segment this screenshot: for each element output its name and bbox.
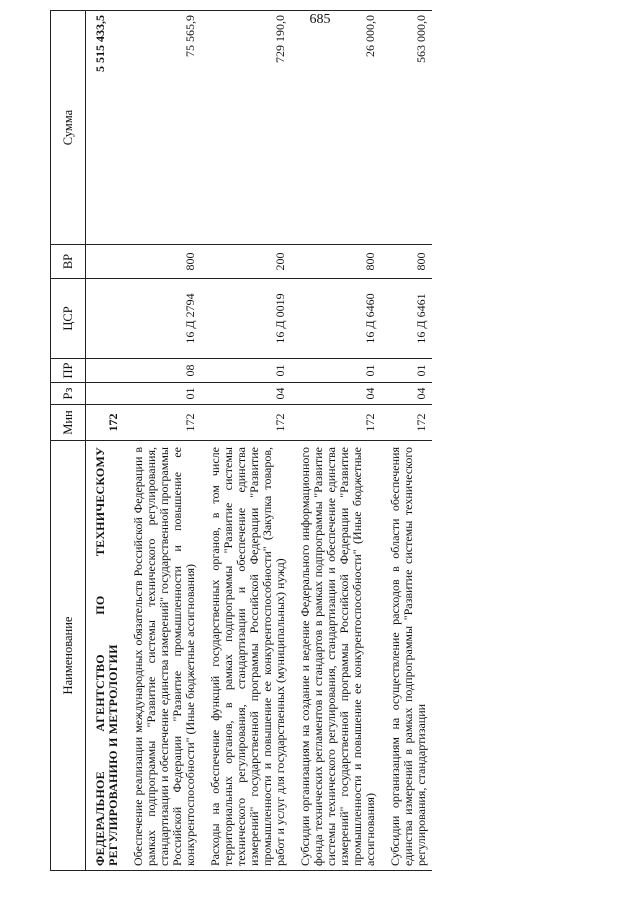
row-rz: 04	[381, 383, 432, 405]
row-csr: 16 Д 6461	[381, 279, 432, 359]
row-rz: 04	[291, 383, 381, 405]
header-rz: Рз	[51, 383, 86, 405]
row-csr: 16 Д 2794	[124, 279, 201, 359]
row-vr: 200	[201, 245, 291, 279]
row-name: ФЕДЕРАЛЬНОЕ АГЕНТСТВО ПО ТЕХНИЧЕСКОМУ РЕГУЛИРОВАНИЮ И МЕТРОЛОГИИ	[86, 441, 125, 871]
header-name: Наименование	[51, 441, 86, 871]
row-csr: 16 Д 6460	[291, 279, 381, 359]
page-number: 685	[309, 12, 331, 27]
row-pr	[86, 359, 125, 383]
row-sum: 729 190,0	[201, 11, 291, 245]
header-csr: ЦСР	[51, 279, 86, 359]
row-name: Субсидии организациям на создание и ведение Федерального информационного фонда технических регламентов и стандартов в рамках подпрограммы "Развитие системы технического регулирования, стандартизации и обеспечение единства измерений" государственной программы Российской Федерации "Развитие промышленности и повышение ее конкурентоспособности" (Иные бюджетные ассигнования)	[291, 441, 381, 871]
row-min: 172	[124, 405, 201, 441]
row-vr: 800	[381, 245, 432, 279]
row-csr: 16 Д 0019	[201, 279, 291, 359]
row-min: 172	[86, 405, 125, 441]
row-min: 172	[291, 405, 381, 441]
row-name: Обеспечение реализации международных обязательств Российской Федерации в рамках подпрограммы "Развитие системы технического регулирования, стандартизации и обеспечение единства измерений" государственной программы Российской Федерации "Развитие промышленности и повышение ее конкурентоспособности" (Иные бюджетные ассигнования)	[124, 441, 201, 871]
budget-table	[50, 10, 432, 871]
row-pr: 01	[381, 359, 432, 383]
row-vr	[86, 245, 125, 279]
table-row-agency	[86, 11, 125, 871]
row-pr: 01	[201, 359, 291, 383]
row-sum: 5 515 433,5	[86, 11, 125, 245]
row-rz: 04	[201, 383, 291, 405]
row-rz	[86, 383, 125, 405]
row-name: Субсидии организациям на осуществление расходов в области обеспечения единства измерений в рамках подпрограммы "Развитие системы технического регулирования, стандартизации	[381, 441, 432, 871]
table-row	[381, 11, 432, 871]
budget-table-sheet	[50, 11, 590, 871]
header-row	[51, 11, 86, 871]
row-pr: 08	[124, 359, 201, 383]
table-header	[51, 11, 86, 871]
header-pr: ПР	[51, 359, 86, 383]
row-csr	[86, 279, 125, 359]
row-name: Расходы на обеспечение функций государственных органов, в том числе территориальных органов, в рамках подпрограммы "Развитие системы технического регулирования, стандартизации и обеспечение единства измерений" государственной программы Российской Федерации "Развитие промышленности и повышение ее конкурентоспособности" (Закупка товаров, работ и услуг для государственных (муниципальных) нужд)	[201, 441, 291, 871]
table-body	[86, 11, 433, 871]
table-row	[124, 11, 201, 871]
row-vr: 800	[291, 245, 381, 279]
row-min: 172	[381, 405, 432, 441]
row-rz: 01	[124, 383, 201, 405]
row-sum: 75 565,9	[124, 11, 201, 245]
row-min: 172	[201, 405, 291, 441]
table-row	[201, 11, 291, 871]
header-sum: Сумма	[51, 11, 86, 245]
header-min: Мин	[51, 405, 86, 441]
header-vr: ВР	[51, 245, 86, 279]
row-vr: 800	[124, 245, 201, 279]
row-sum: 563 000,0	[381, 11, 432, 245]
table-row	[291, 11, 381, 871]
row-sum: 26 000,0	[291, 11, 381, 245]
row-pr: 01	[291, 359, 381, 383]
